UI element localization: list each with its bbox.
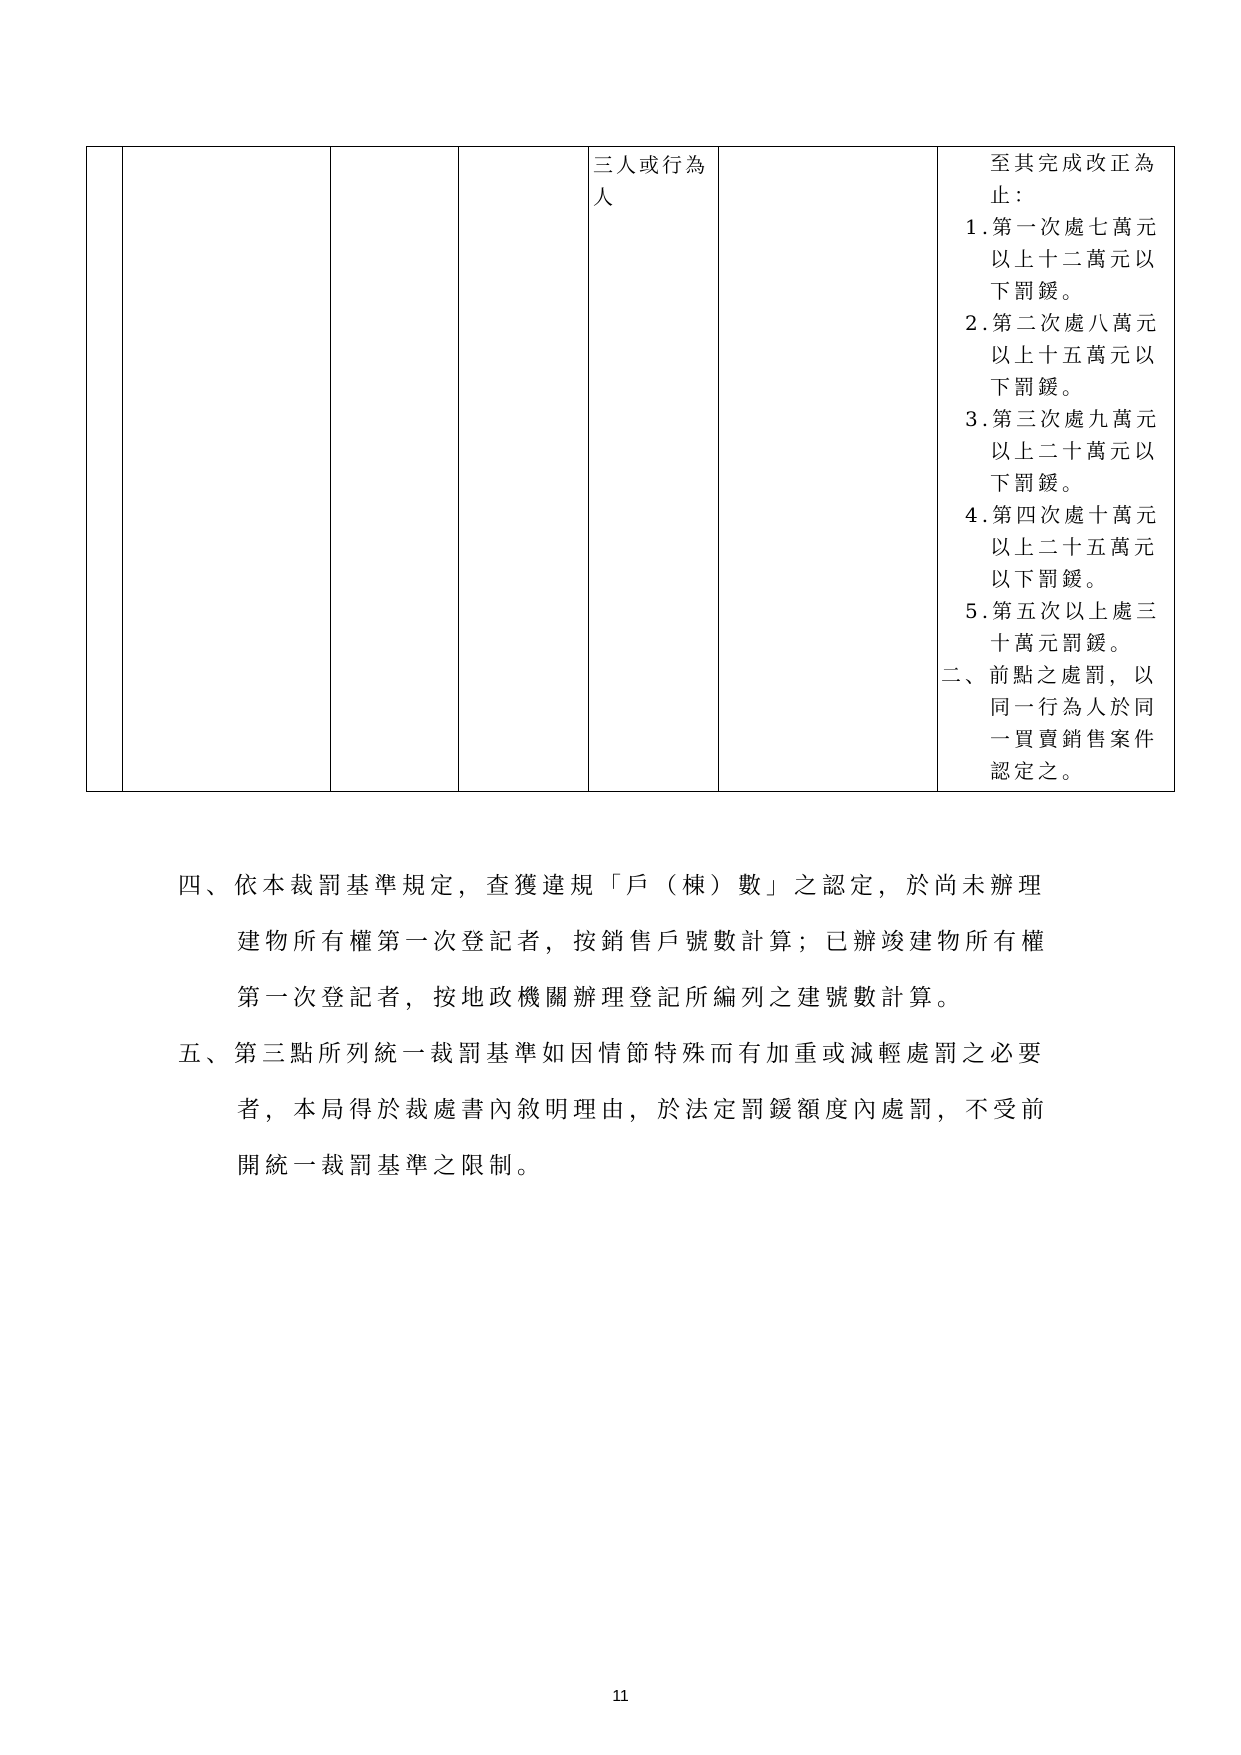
penalty-item-4: 4.第四次處十萬元 xyxy=(965,503,1161,527)
penalty-line: 以上二十五萬元 xyxy=(990,535,1158,559)
section-five-line-3: 開統一裁罰基準之限制。 xyxy=(237,1153,545,1179)
table-cell-col6 xyxy=(719,147,938,792)
penalty-line: 一買賣銷售案件 xyxy=(990,727,1158,751)
penalty-line: 認定之。 xyxy=(990,759,1086,783)
section-five-line-2: 者，本局得於裁處書內敘明理由，於法定罰鍰額度內處罰，不受前 xyxy=(237,1097,1049,1123)
section-four-line-2: 建物所有權第一次登記者，按銷售戶號數計算；已辦竣建物所有權 xyxy=(237,929,1049,955)
section-four-line-3: 第一次登記者，按地政機關辦理登記所編列之建號數計算。 xyxy=(237,985,965,1011)
penalty-line: 下罰鍰。 xyxy=(990,279,1086,303)
section-five-line-1: 五、第三點所列統一裁罰基準如因情節特殊而有加重或減輕處罰之必要 xyxy=(178,1041,1046,1067)
penalty-line: 下罰鍰。 xyxy=(990,375,1086,399)
penalty-point-2: 二、前點之處罰，以 xyxy=(941,663,1157,687)
penalty-item-3: 3.第三次處九萬元 xyxy=(965,407,1161,431)
penalty-line: 以上十二萬元以 xyxy=(990,247,1158,271)
penalty-line: 十萬元罰鍰。 xyxy=(990,631,1134,655)
penalty-line: 至其完成改正為 xyxy=(990,151,1158,175)
penalty-table xyxy=(86,146,1175,792)
table-cell-col2 xyxy=(123,147,331,792)
table-cell-penalty xyxy=(938,147,1175,792)
penalty-item-1: 1.第一次處七萬元 xyxy=(965,215,1161,239)
table-cell-col3 xyxy=(331,147,459,792)
penalty-line: 以上十五萬元以 xyxy=(990,343,1158,367)
table-cell-col4 xyxy=(459,147,589,792)
table-row xyxy=(87,147,1175,792)
table-cell-col5 xyxy=(589,147,719,792)
penalty-line: 以下罰鍰。 xyxy=(990,567,1110,591)
section-four-line-1: 四、依本裁罰基準規定，查獲違規「戶（棟）數」之認定，於尚未辦理 xyxy=(178,873,1046,899)
penalty-item-2: 2.第二次處八萬元 xyxy=(965,311,1161,335)
penalty-line: 下罰鍰。 xyxy=(990,471,1086,495)
table-cell-col1 xyxy=(87,147,123,792)
penalty-line: 以上二十萬元以 xyxy=(990,439,1158,463)
violator-line-2: 人 xyxy=(593,185,616,209)
penalty-item-5: 5.第五次以上處三 xyxy=(965,599,1161,623)
violator-text xyxy=(589,147,718,213)
penalty-line: 同一行為人於同 xyxy=(990,695,1158,719)
violator-line-1: 三人或行為 xyxy=(593,153,708,177)
penalty-table-continuation xyxy=(86,146,1175,792)
page-number: 11 xyxy=(612,1688,629,1705)
penalty-line: 止： xyxy=(990,183,1038,207)
